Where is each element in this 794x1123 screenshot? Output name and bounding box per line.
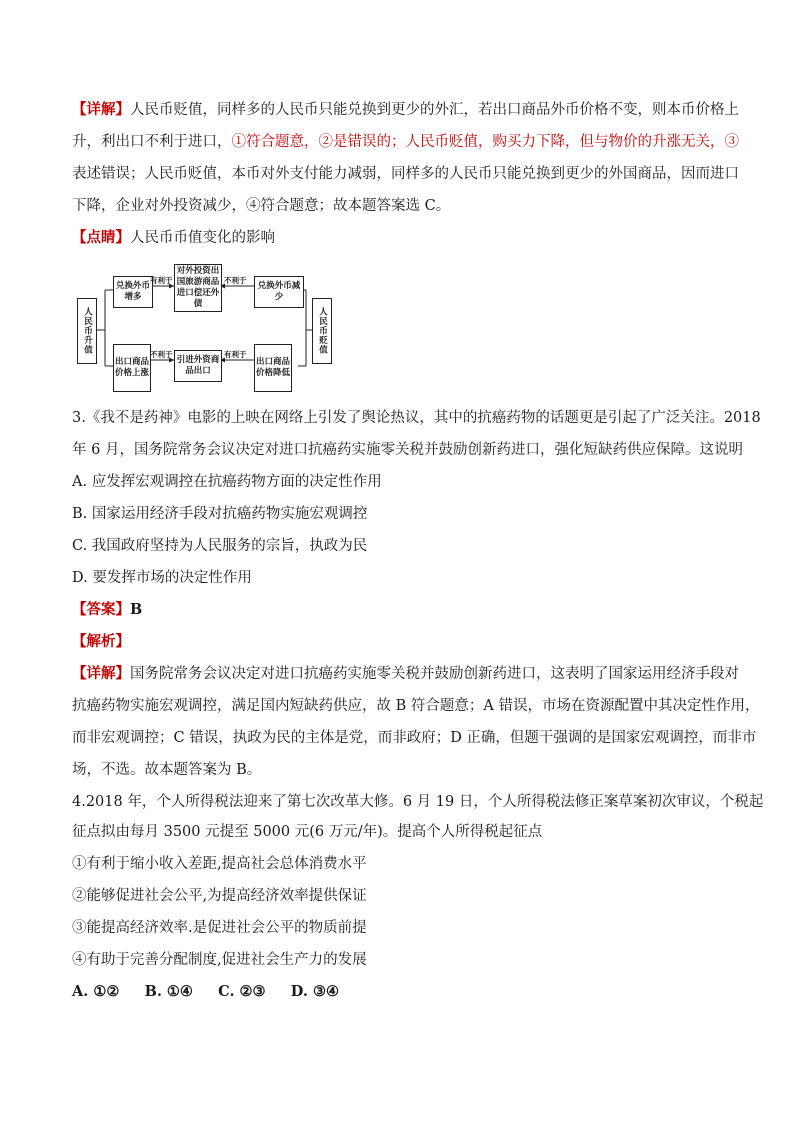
detail-line-2	[72, 132, 739, 152]
q4-stem-2: 征点拟由每月 3500 元提至 5000 元(6 万元/年)。提高个人所得税起征点	[72, 824, 543, 840]
tip-tag: 【点睛】	[72, 229, 130, 246]
q4-statement-1: ①有利于缩小收入差距,提高社会总体消费水平	[72, 856, 367, 872]
q3-detail-text-1: 国务院常务会议决定对进口抗癌药实施零关税并鼓励创新药进口，这表明了国家运用经济手段对	[130, 666, 739, 682]
export-price-up-box: 出口商品价格上涨	[113, 344, 151, 392]
q4-statement-2: ②能够促进社会公平,为提高经济效率提供保证	[72, 888, 367, 904]
q4-statement-3: ③能提高经济效率.是促进社会公平的物质前提	[72, 920, 367, 936]
answer-value: B	[130, 601, 143, 618]
q4-statement-4: ④有助于完善分配制度,促进社会生产力的发展	[72, 952, 367, 968]
q3-detail-1	[72, 664, 739, 684]
detail-text-1: 人民币贬值，同样多的人民币只能兑换到更少的外汇，若出口商品外币价格不变，则本币价格上	[130, 102, 739, 118]
detail-line-3: 表述错误；人民币贬值，本币对外支付能力减弱，同样多的人民币只能兑换到更少的外国商品，因而进口	[72, 166, 739, 182]
label-unfavor-top: 不利于	[224, 276, 247, 285]
detail-line-1	[72, 100, 739, 120]
q3-detail-tag: 【详解】	[72, 665, 130, 682]
currency-diagram	[72, 262, 332, 392]
detail-tag: 【详解】	[72, 101, 130, 118]
exchange-less-box: 兑换外币减少	[254, 276, 304, 308]
q3-stem-1: 3.《我不是药神》电影的上映在网络上引发了舆论热议，其中的抗癌药物的话题更是引起了广泛关注。2018	[72, 410, 761, 426]
q3-option-d: D. 要发挥市场的决定性作用	[72, 570, 252, 586]
analysis-tag: 【解析】	[72, 633, 130, 650]
q3-option-a: A. 应发挥宏观调控在抗癌药物方面的决定性作用	[72, 474, 382, 490]
q3-detail-2: 抗癌药物实施宏观调控，满足国内短缺药供应，故 B 符合题意；A 错误，市场在资源配置中其决定性作用，	[72, 698, 760, 714]
label-unfavor-bottom: 不利于	[150, 350, 173, 359]
label-favor-bottom: 有利于	[224, 350, 247, 359]
q3-analysis-line	[72, 632, 732, 652]
label-favor-top: 有利于	[150, 276, 173, 285]
rmb-appreciation-box: 人民币升值	[77, 298, 97, 364]
exchange-more-box: 兑换外币增多	[113, 276, 153, 308]
q3-stem-2: 年 6 月，国务院常务会议决定对进口抗癌药实施零关税并鼓励创新药进口，强化短缺药供应保障。这说明	[72, 442, 743, 458]
outflow-items-box: 对外投资出国旅游商品进口偿还外债	[174, 264, 222, 312]
rmb-depreciation-box: 人民币贬值	[312, 298, 332, 364]
tip-text: 人民币币值变化的影响	[130, 230, 275, 246]
inflow-items-box: 引进外资商品出口	[174, 350, 222, 382]
export-price-down-box: 出口商品价格降低	[254, 344, 292, 392]
q4-stem-1: 4.2018 年，个人所得税法迎来了第七次改革大修。6 月 19 日，个人所得税法修正案草案初次审议，个税起	[72, 794, 764, 810]
answer-tag: 【答案】	[72, 601, 130, 618]
q3-option-b: B. 国家运用经济手段对抗癌药物实施宏观调控	[72, 506, 368, 522]
q3-option-c: C. 我国政府坚持为人民服务的宗旨，执政为民	[72, 538, 368, 554]
q3-detail-4: 场，不选。故本题答案为 B。	[72, 762, 262, 778]
detail-line-4: 下降，企业对外投资减少，④符合题意；故本题答案选 C。	[72, 198, 451, 214]
q3-answer-line	[72, 600, 732, 620]
detail-text-2a: 升，利出口不利于进口，	[72, 134, 232, 150]
detail-text-2b: ①符合题意，②是错误的；人民币贬值，购买力下降，但与物价的升涨无关，③	[231, 134, 739, 150]
q4-options: A. ①② B. ①④ C. ②③ D. ③④	[72, 983, 339, 1000]
q3-detail-3: 而非宏观调控；C 错误，执政为民的主体是党，而非政府；D 正确，但题干强调的是国家宏观调控，而非市	[72, 730, 757, 746]
tip-line	[72, 228, 732, 248]
